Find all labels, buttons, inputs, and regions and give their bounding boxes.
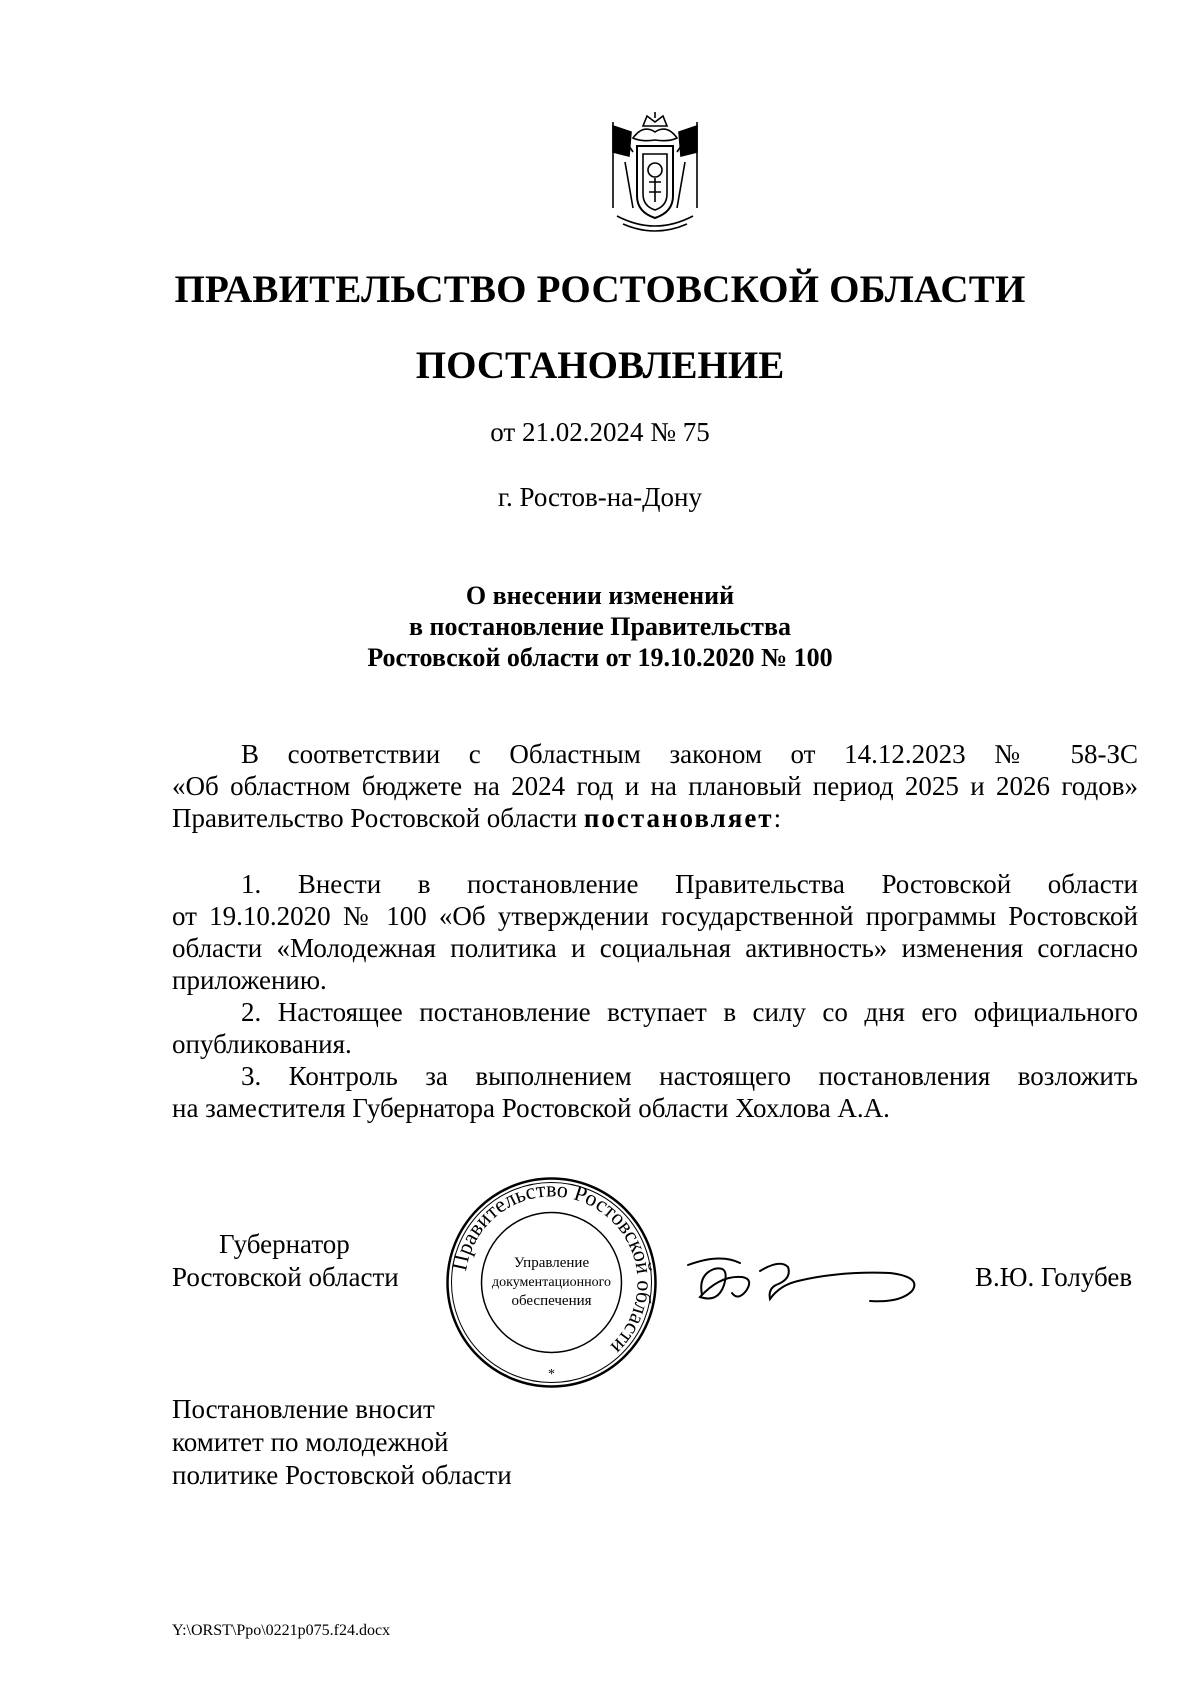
document-subject: [0, 580, 1200, 673]
subject-line: О внесении изменений: [465, 581, 735, 610]
submitted-by-block: [172, 1393, 512, 1492]
document-type: ПОСТАНОВЛЕНИЕ: [415, 344, 785, 387]
signatory-position-line: Губернатор: [219, 1229, 350, 1259]
item-1-paragraph: [172, 868, 1138, 996]
item-line: 3. Контроль за выполнением настоящего постановления возложить: [241, 1061, 1138, 1091]
signatory-name: В.Ю. Голубев: [975, 1262, 1133, 1292]
signatory-position-line: Ростовской области: [172, 1262, 399, 1292]
official-seal: [444, 1175, 659, 1390]
preamble-line: В соответствии с Областным законом от 14.12.2023 № 58-ЗС: [241, 739, 1138, 769]
document-city: г. Ростов-на-Дону: [497, 482, 702, 512]
item-line: на заместителя Губернатора Ростовской области Хохлова А.А.: [172, 1093, 890, 1123]
handwritten-signature: [680, 1245, 930, 1315]
item-line: 1. Внести в постановление Правительства Ростовской области: [241, 869, 1138, 899]
preamble-line: «Об областном бюджете на 2024 год и на плановый период 2025 и 2026 годов»: [172, 771, 1138, 801]
preamble-paragraph: [172, 738, 1138, 834]
file-path-footer: Y:\ORST\Ppo\0221p075.f24.docx: [172, 1622, 391, 1639]
item-line: приложению.: [172, 965, 327, 995]
preamble-keyword: постановляет: [583, 803, 774, 833]
preamble-text: Правительство Ростовской области: [172, 803, 584, 833]
item-2-paragraph: [172, 996, 1138, 1060]
subject-line: в постановление Правительства: [408, 612, 791, 641]
seal-inner-line: Управление: [513, 1255, 590, 1271]
item-line: от 19.10.2020 № 100 «Об утверждении государственной программы Ростовской: [172, 901, 1138, 931]
item-line: области «Молодежная политика и социальная активность» изменения согласно: [172, 933, 1138, 963]
preamble-colon: :: [773, 803, 782, 833]
preamble-line: [172, 802, 1138, 834]
item-line: 2. Настоящее постановление вступает в силу со дня его официального: [241, 997, 1138, 1027]
item-line: опубликования.: [172, 1029, 352, 1059]
submitted-by-line: политике Ростовской области: [172, 1460, 512, 1490]
seal-outer-text: Правительство Ростовской области: [446, 1176, 658, 1360]
item-3-paragraph: [172, 1060, 1138, 1124]
government-title: ПРАВИТЕЛЬСТВО РОСТОВСКОЙ ОБЛАСТИ: [174, 268, 1026, 311]
submitted-by-line: комитет по молодежной: [172, 1427, 449, 1457]
signatory-position: [172, 1228, 399, 1294]
rostov-oblast-coat-of-arms-icon: [603, 112, 707, 236]
document-date-number: от 21.02.2024 № 75: [490, 417, 710, 447]
submitted-by-line: Постановление вносит: [172, 1394, 435, 1424]
seal-inner-line: обеспечения: [511, 1293, 592, 1309]
subject-line: Ростовской области от 19.10.2020 № 100: [367, 643, 833, 672]
seal-inner-line: документационного: [492, 1275, 611, 1290]
seal-star-icon: *: [548, 1367, 555, 1382]
